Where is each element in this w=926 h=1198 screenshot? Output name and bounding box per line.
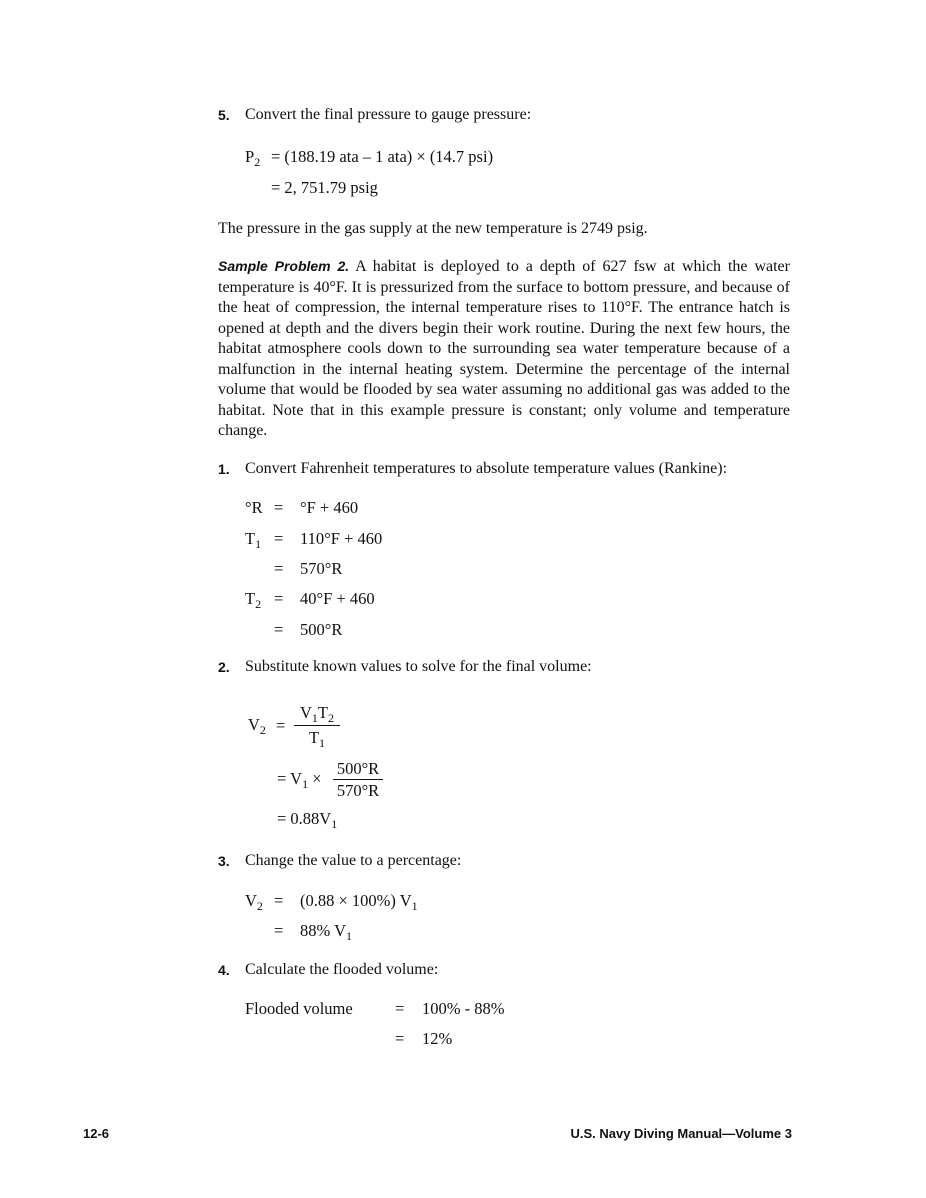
v2-subscript: 2 [256, 899, 263, 913]
fraction-v1t2-over-t1 [294, 703, 340, 748]
step-4-number: 4. [218, 962, 230, 978]
v2-eq: = [276, 716, 286, 735]
t2-lhs [245, 589, 261, 609]
t2-result-eq: = [274, 620, 284, 639]
flooded-volume-eq-1: = [395, 999, 405, 1018]
page-number: 12-6 [83, 1126, 110, 1141]
rankine-lhs: °R [245, 498, 263, 517]
footer-title: U.S. Navy Diving Manual—Volume 3 [570, 1126, 792, 1141]
step-3-lhs [245, 891, 263, 911]
rankine-rhs: °F + 460 [300, 498, 359, 517]
flooded-volume-expression: 100% - 88% [422, 999, 505, 1018]
t1-result-eq: = [274, 559, 284, 578]
flooded-volume-label: Flooded volume [245, 999, 353, 1018]
fraction-500-numerator: 500°R [336, 759, 380, 778]
t1-subscript: 1 [255, 537, 262, 551]
v2-subscript: 2 [259, 723, 266, 737]
sample-problem-label: Sample Problem 2. [218, 258, 350, 274]
step-3-rhs-2 [300, 921, 352, 941]
step-3-text: Change the value to a percentage: [245, 852, 462, 869]
t2-subscript: 2 [328, 711, 334, 725]
step-5-equation-1-rhs: = (188.19 ata – 1 ata) × (14.7 psi) [271, 147, 494, 166]
v2-symbol: V [245, 891, 257, 910]
step-2-number: 2. [218, 659, 230, 675]
step-5-equation-2-rhs: = 2, 751.79 psig [271, 178, 378, 197]
t1-symbol: T [245, 529, 256, 548]
v2-result: = 0.88V [277, 809, 332, 828]
result-text: The pressure in the gas supply at the new temperature is 2749 psig. [218, 220, 648, 237]
t2-subscript: 2 [255, 597, 262, 611]
p2-symbol: P [245, 147, 255, 166]
t2-rhs: 40°F + 460 [300, 589, 375, 608]
t2-symbol: T [245, 589, 256, 608]
v1-term-subscript: 1 [302, 777, 309, 791]
v2-row-2-prefix [277, 769, 322, 789]
v2-symbol: V [248, 715, 260, 734]
t1-lhs [245, 529, 261, 549]
sample-problem-paragraph [218, 256, 790, 442]
sample-problem-text: A habitat is deployed to a depth of 627 fsw at which the water temperature is 40°F. It is pressurized from the surface to bottom pressure, and because of the heat of compression, the internal temperature rises to 110°F. The entrance hatch is opened at depth and the divers begin their work routine. During the next few hours, the habitat atmosphere cools down to the surrounding sea water temperature because of a malfunction in the internal heating system. Determine the percentage of the internal volume that would be flooded by sea water assuming no additional gas was added to the habitat. Note that in this example pressure is constant; only volume and temperature change. [218, 258, 790, 439]
t2-symbol: T [317, 703, 328, 722]
percent-expression: (0.88 × 100%) V [300, 891, 412, 910]
percent-result: 88% V [300, 921, 346, 940]
step-5-equation-1 [245, 147, 260, 167]
v1-term: = V [277, 769, 303, 788]
times-sign: × [312, 769, 322, 788]
v1-subscript: 1 [346, 929, 352, 943]
p2-subscript: 2 [254, 155, 261, 169]
v1-symbol: V [299, 703, 312, 722]
step-5-number: 5. [218, 107, 230, 123]
flooded-volume-eq-2: = [395, 1029, 405, 1048]
t2-eq: = [274, 589, 284, 608]
t1-symbol: T [308, 728, 320, 747]
v1-subscript: 1 [411, 899, 418, 913]
v2-result-subscript: 1 [331, 817, 338, 831]
step-1-number: 1. [218, 461, 230, 477]
step-3-eq-2: = [274, 921, 284, 940]
t1-result: 570°R [300, 559, 343, 578]
step-4-text: Calculate the flooded volume: [245, 961, 439, 978]
v2-row-3 [277, 809, 337, 829]
step-3-number: 3. [218, 853, 230, 869]
t2-result: 500°R [300, 620, 343, 639]
step-3-eq-1: = [274, 891, 284, 910]
step-1-text: Convert Fahrenheit temperatures to absolute temperature values (Rankine): [245, 460, 728, 477]
step-3-rhs-1 [300, 891, 418, 911]
fraction-500-over-570 [333, 759, 383, 801]
fraction-numerator [294, 703, 340, 725]
t1-subscript: 1 [319, 736, 326, 750]
step-5-text: Convert the final pressure to gauge pressure: [245, 106, 532, 123]
t1-eq: = [274, 529, 284, 548]
step-2-text: Substitute known values to solve for the final volume: [245, 658, 592, 675]
v2-lhs [248, 715, 266, 735]
flooded-volume-result: 12% [422, 1029, 453, 1048]
fraction-denominator [294, 725, 340, 748]
fraction-570-denominator: 570°R [333, 779, 383, 801]
t1-rhs: 110°F + 460 [300, 529, 383, 548]
rankine-eq: = [274, 498, 284, 517]
v1-subscript: 1 [311, 711, 318, 725]
